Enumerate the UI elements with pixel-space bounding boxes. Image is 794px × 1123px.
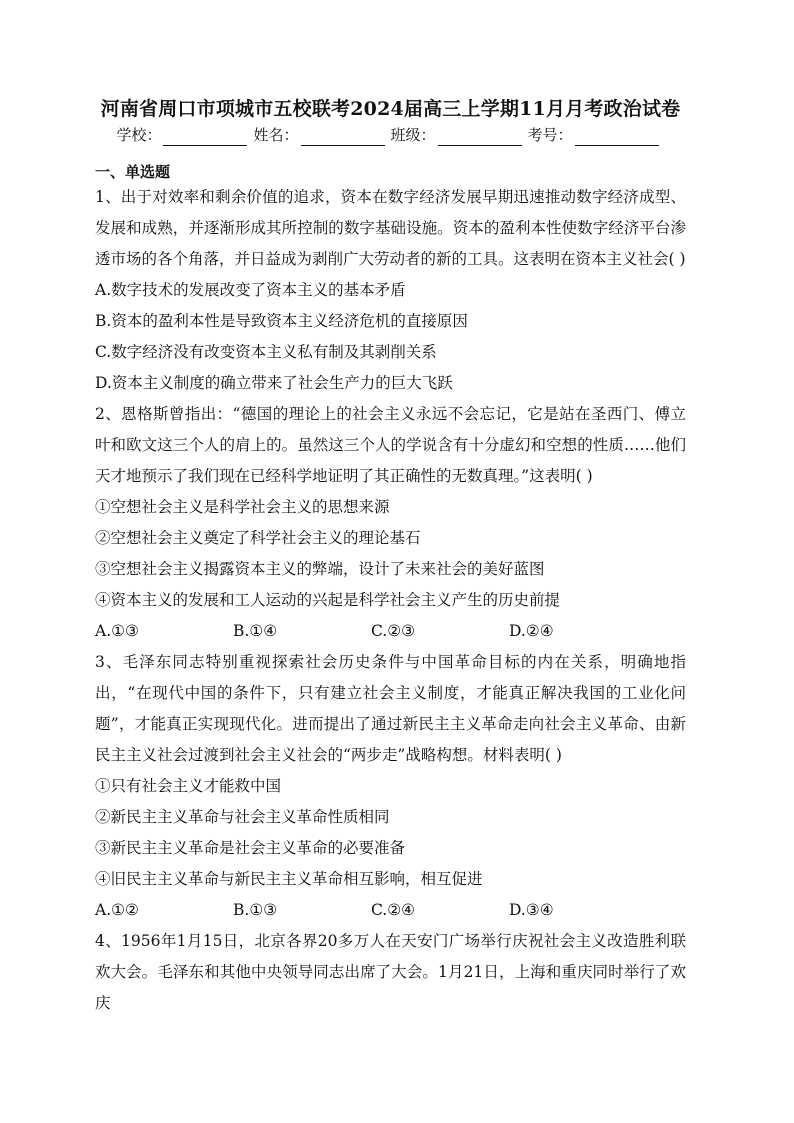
- student-info-row: [95, 124, 686, 146]
- statement-2: ②空想社会主义奠定了科学社会主义的理论基石: [95, 529, 421, 547]
- school-blank: [163, 129, 247, 146]
- option-d: D.资本主义制度的确立带来了社会生产力的巨大飞跃: [95, 374, 453, 392]
- choice-row: [95, 895, 686, 926]
- school-label: 学校：: [116, 126, 162, 144]
- choice-d: D.③④: [509, 901, 554, 919]
- question-2: [95, 399, 686, 647]
- statement-4: ④旧民主主义革命与新民主主义革命相互影响，相互促进: [95, 870, 483, 888]
- exam-number-blank: [575, 129, 659, 146]
- choice-b: B.①③: [233, 901, 278, 919]
- name-field: [253, 124, 384, 146]
- question-3: [95, 647, 686, 926]
- choice-row: [95, 616, 686, 647]
- school-field: [116, 124, 247, 146]
- choice-c: C.②④: [371, 901, 416, 919]
- choice-a: A.①②: [95, 901, 139, 919]
- choice-c: C.②③: [371, 622, 416, 640]
- choice-d: D.②④: [509, 622, 554, 640]
- statement-2: ②新民主主义革命与社会主义革命性质相同: [95, 808, 390, 826]
- question-text: 3、毛泽东同志特别重视探索社会历史条件与中国革命目标的内在关系，明确地指出，“在现代中国的条件下，只有建立社会主义制度，才能真正解决我国的工业化问题”，才能真正实现现代化。进而提出了通过新民主主义革命走向社会主义革命、由新民主主义社会过渡到社会主义社会的“两步走”战略构想。材料表明( ): [95, 653, 686, 764]
- class-blank: [438, 129, 522, 146]
- choice-a: A.①③: [95, 622, 139, 640]
- name-label: 姓名：: [253, 126, 299, 144]
- question-text: 4、1956年1月15日，北京各界20多万人在天安门广场举行庆祝社会主义改造胜利联欢大会。毛泽东和其他中央领导同志出席了大会。1月21日，上海和重庆同时举行了欢庆: [95, 932, 686, 1012]
- option-b: B.资本的盈利本性是导致资本主义经济危机的直接原因: [95, 312, 468, 330]
- name-blank: [301, 129, 385, 146]
- class-label: 班级：: [390, 126, 436, 144]
- statement-1: ①只有社会主义才能救中国: [95, 777, 282, 795]
- exam-number-field: [528, 124, 659, 146]
- question-text: 1、出于对效率和剩余价值的追求，资本在数字经济发展早期迅速推动数字经济成型、发展和成熟，并逐渐形成其所控制的数字基础设施。资本的盈利本性使数字经济平台渗透市场的各个角落，并日益成为剥削广大劳动者的新的工具。这表明在资本主义社会( ): [95, 188, 686, 268]
- option-a: A.数字技术的发展改变了资本主义的基本矛盾: [95, 281, 406, 299]
- statement-3: ③空想社会主义揭露资本主义的弊端，设计了未来社会的美好蓝图: [95, 560, 545, 578]
- question-1: [95, 182, 686, 399]
- question-4: [95, 926, 686, 1019]
- exam-number-label: 考号：: [527, 126, 573, 144]
- statement-1: ①空想社会主义是科学社会主义的思想来源: [95, 498, 390, 516]
- choice-b: B.①④: [233, 622, 278, 640]
- statement-3: ③新民主主义革命是社会主义革命的必要准备: [95, 839, 406, 857]
- question-text: 2、恩格斯曾指出：“德国的理论上的社会主义永远不会忘记，它是站在圣西门、傅立叶和欧文这三个人的肩上的。虽然这三个人的学说含有十分虚幻和空想的性质……他们天才地预示了我们现在已经科学地证明了其正确性的无数真理。”这表明( ): [95, 405, 686, 485]
- statement-4: ④资本主义的发展和工人运动的兴起是科学社会主义产生的历史前提: [95, 591, 561, 609]
- option-c: C.数字经济没有改变资本主义私有制及其剥削关系: [95, 343, 437, 361]
- section-title: 一、单选题: [95, 163, 171, 181]
- exam-title: 河南省周口市项城市五校联考2024届高三上学期11月月考政治试卷: [100, 98, 681, 120]
- class-field: [391, 124, 522, 146]
